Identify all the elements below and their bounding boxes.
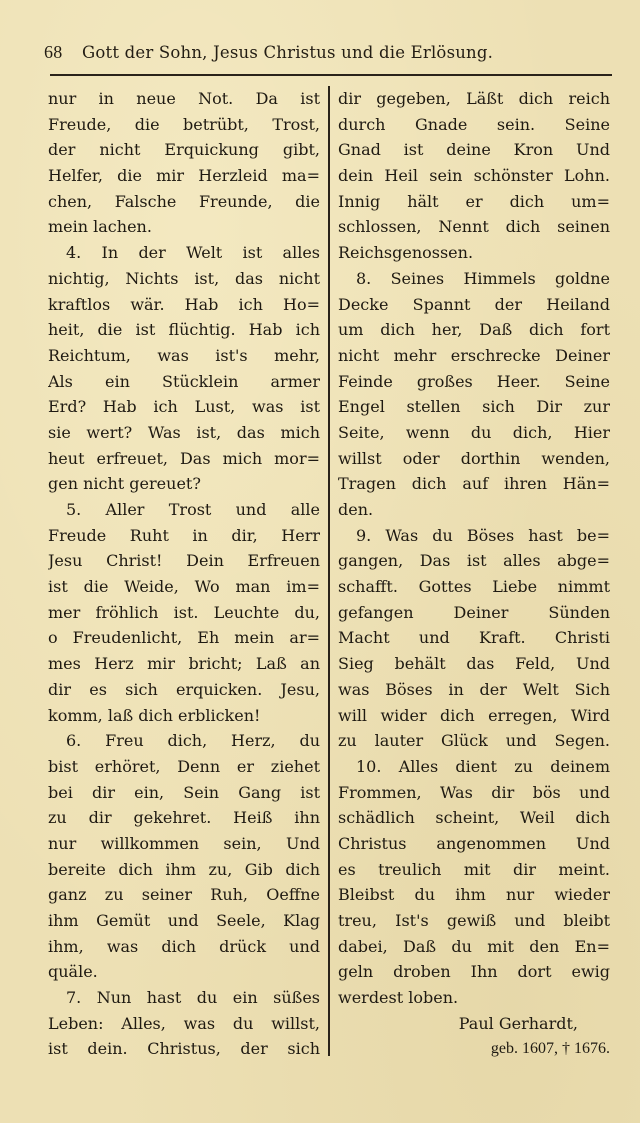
text-line: dir gegeben, Läßt dich reich xyxy=(338,89,610,108)
text-line: ist dein. Christus, der sich xyxy=(48,1039,320,1059)
text-line: ihm Gemüt und Seele, Klag xyxy=(48,911,320,930)
text-line: Als ein Stücklein armer xyxy=(48,371,320,391)
text-line: o Freudenlicht, Eh mein ar= xyxy=(48,628,320,648)
text-line: kraftlos wär. Hab ich Ho= xyxy=(48,294,320,314)
text-line: den. xyxy=(338,500,374,519)
text-line: komm, laß dich erblicken! xyxy=(48,705,261,725)
text-line: bereite dich ihm zu, Gib dich xyxy=(48,859,320,879)
stanza-first-line: 9. Was du Böses hast be= xyxy=(356,525,610,545)
text-line: nur in neue Not. Da ist xyxy=(48,89,320,108)
text-line: Engel stellen sich Dir zur xyxy=(338,397,610,417)
text-line: Gnad ist deine Kron Und xyxy=(338,140,610,160)
text-line: Tragen dich auf ihren Hän= xyxy=(338,474,610,494)
text-line: dir es sich erquicken. Jesu, xyxy=(48,679,320,699)
text-line: ihm, was dich drück und xyxy=(48,936,320,956)
text-line: mer fröhlich ist. Leuchte du, xyxy=(48,602,320,622)
text-line: gefangen Deiner Sünden xyxy=(338,602,610,622)
text-line: Reichsgenossen. xyxy=(338,243,474,263)
text-line: Seite, wenn du dich, Hier xyxy=(338,422,610,442)
text-line: chen, Falsche Freunde, die xyxy=(48,191,320,211)
page-number: 68 xyxy=(44,42,63,62)
stanza-first-line: 5. Aller Trost und alle xyxy=(66,500,320,519)
section-title: Gott der Sohn, Jesus Christus und die Erlösung. xyxy=(82,43,494,62)
text-line: nicht mehr erschrecke Deiner xyxy=(338,345,610,365)
right-column xyxy=(338,86,610,1062)
text-line: zu lauter Glück und Segen. xyxy=(338,731,610,751)
text-line: nur willkommen sein, Und xyxy=(48,833,320,853)
text-line: heut erfreuet, Das mich mor= xyxy=(48,448,320,468)
text-line: Freude, die betrübt, Trost, xyxy=(48,114,320,134)
running-header xyxy=(44,42,604,63)
text-line: es treulich mit dir meint. xyxy=(338,859,610,879)
text-line: geln droben Ihn dort ewig xyxy=(338,962,610,982)
text-line: Christus angenommen Und xyxy=(338,833,610,853)
text-line: durch Gnade sein. Seine xyxy=(338,114,610,134)
text-line: Helfer, die mir Herzleid ma= xyxy=(48,166,320,186)
text-line: was Böses in der Welt Sich xyxy=(338,679,610,699)
text-line: der nicht Erquickung gibt, xyxy=(48,140,320,160)
text-line: um dich her, Daß dich fort xyxy=(338,320,610,340)
text-line: schafft. Gottes Liebe nimmt xyxy=(338,577,610,597)
text-line: Reichtum, was ist's mehr, xyxy=(48,345,320,365)
stanza-first-line: 4. In der Welt ist alles xyxy=(66,243,320,263)
left-column xyxy=(48,86,320,1062)
text-line: quäle. xyxy=(48,962,98,982)
text-line: schlossen, Nennt dich seinen xyxy=(338,217,610,237)
text-line: Jesu Christ! Dein Erfreuen xyxy=(48,551,320,571)
text-line: bei dir ein, Sein Gang ist xyxy=(48,782,320,802)
text-line: mein lachen. xyxy=(48,217,152,237)
text-line: Macht und Kraft. Christi xyxy=(338,628,610,648)
text-line: schädlich scheint, Weil dich xyxy=(338,808,610,828)
text-line: Decke Spannt der Heiland xyxy=(338,294,610,314)
text-line: Erd? Hab ich Lust, was ist xyxy=(48,397,320,417)
column-divider xyxy=(328,86,330,1056)
text-line: Leben: Alles, was du willst, xyxy=(48,1013,320,1033)
text-line: ganz zu seiner Ruh, Oeffne xyxy=(48,885,320,905)
text-line: Innig hält er dich um= xyxy=(338,191,610,211)
stanza-first-line: 10. Alles dient zu deinem xyxy=(356,756,610,776)
header-rule xyxy=(50,74,612,76)
text-line: zu dir gekehret. Heiß ihn xyxy=(48,808,320,828)
text-line: nichtig, Nichts ist, das nicht xyxy=(48,268,320,288)
stanza-first-line: 6. Freu dich, Herz, du xyxy=(66,731,320,751)
text-line: ist die Weide, Wo man im= xyxy=(48,577,320,597)
text-line: heit, die ist flüchtig. Hab ich xyxy=(48,320,320,340)
stanza-first-line: 8. Seines Himmels goldne xyxy=(356,268,610,288)
text-line: sie wert? Was ist, das mich xyxy=(48,422,320,442)
text-line: gangen, Das ist alles abge= xyxy=(338,551,610,571)
text-line: willst oder dorthin wenden, xyxy=(338,448,610,468)
text-line: Frommen, Was dir bös und xyxy=(338,782,610,802)
text-line: mes Herz mir bricht; Laß an xyxy=(48,654,320,674)
text-line: werdest loben. xyxy=(338,988,459,1008)
text-line: dabei, Daß du mit den En= xyxy=(338,936,610,956)
stanza-first-line: 7. Nun hast du ein süßes xyxy=(66,988,320,1008)
text-line: bist erhöret, Denn er ziehet xyxy=(48,756,320,776)
author-name: Paul Gerhardt, xyxy=(458,1013,578,1033)
text-line: Freude Ruht in dir, Herr xyxy=(48,525,320,545)
text-line: dein Heil sein schönster Lohn. xyxy=(338,166,610,186)
text-line: will wider dich erregen, Wird xyxy=(338,705,610,725)
author-dates: geb. 1607, † 1676. xyxy=(490,1040,610,1058)
text-line: Feinde großes Heer. Seine xyxy=(338,371,610,391)
text-line: Sieg behält das Feld, Und xyxy=(338,654,610,674)
text-line: treu, Ist's gewiß und bleibt xyxy=(338,911,610,930)
text-line: gen nicht gereuet? xyxy=(48,474,201,494)
text-line: Bleibst du ihm nur wieder xyxy=(338,885,610,905)
